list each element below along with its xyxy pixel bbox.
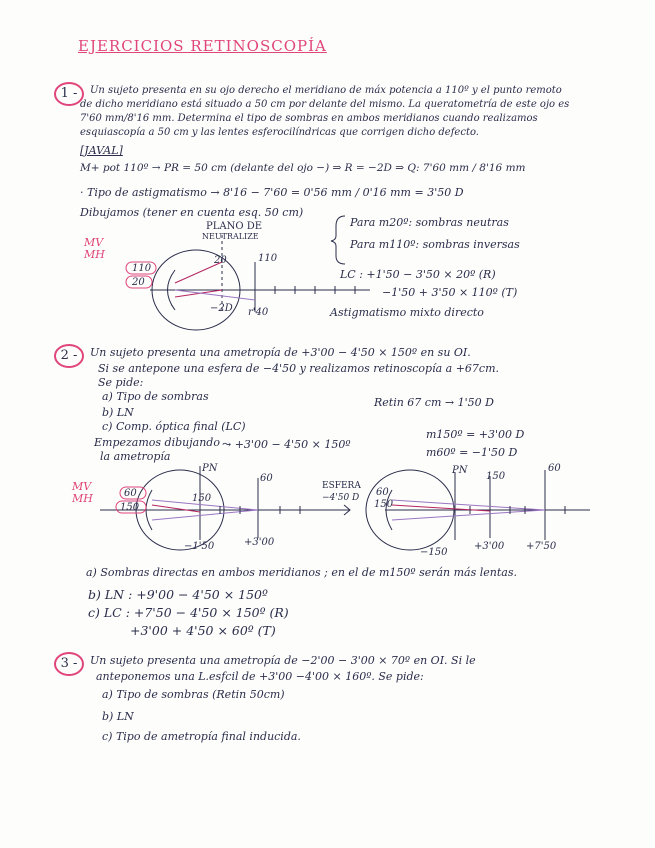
ex2-mh-label: MH xyxy=(72,492,93,505)
ex2-statement-line-1: Un sujeto presenta una ametropía de +3'00 − 4'50 × 150º en su OI. xyxy=(90,346,471,359)
ex3-statement-line-2: anteponemos una L.esfcil de +3'00 −4'00 × 160º. Se pide: xyxy=(96,670,424,683)
ex1-line-2: · Tipo de astigmatismo → 8'16 − 7'60 = 0'56 mm / 0'16 mm = 3'50 D xyxy=(80,186,464,199)
ex1-number: 1 - xyxy=(54,82,84,106)
ex2-number: 2 - xyxy=(54,344,84,368)
ex2-label-150: 150 xyxy=(120,502,140,513)
ex1-brace-line-2: Para m110º: sombras inversas xyxy=(350,238,520,251)
ex3-item-a: a) Tipo de sombras (Retin 50cm) xyxy=(102,688,285,701)
ex3-item-c: c) Tipo de ametropía final inducida. xyxy=(102,730,301,743)
ex2-right-label-60: 60 xyxy=(376,487,389,498)
ex2-formula: ⤳ +3'00 − 4'50 × 150º xyxy=(222,438,351,451)
ex1-lc-line-2: −1'50 + 3'50 × 110º (T) xyxy=(382,286,518,299)
ex1-bottom-right: r'40 xyxy=(248,307,269,318)
ex3-item-b: b) LN xyxy=(102,710,134,723)
ex1-label-110: 110 xyxy=(132,263,152,274)
ex2-retin: Retin 67 cm → 1'50 D xyxy=(374,396,494,409)
ex2-statement-line-2: Si se antepone una esfera de −4'50 y realizamos retinoscopía a +67cm. xyxy=(98,362,500,375)
ex2-m-60: m60º = −1'50 D xyxy=(426,446,518,459)
ex1-mv-label: MV xyxy=(84,236,104,249)
ex2-item-c: c) Comp. óptica final (LC) xyxy=(102,420,246,433)
ex2-answer-c1: c) LC : +7'50 − 4'50 × 150º (R) xyxy=(88,605,289,620)
ex2-answer-c2: +3'00 + 4'50 × 60º (T) xyxy=(130,623,276,638)
ex2-item-b: b) LN xyxy=(102,406,134,419)
ex1-plane-label-2: NEUTRALIZE xyxy=(202,232,259,241)
ex2-top-150: 150 xyxy=(192,493,212,504)
ex1-statement-line-3: 7'60 mm/8'16 mm. Determina el tipo de sombras en ambos meridianos cuando realizamos xyxy=(80,113,538,124)
ex1-mh-label: MH xyxy=(84,248,105,261)
ex2-bottom-300: +3'00 xyxy=(244,537,275,548)
ex2-mv-label: MV xyxy=(72,480,92,493)
ex2-label-60: 60 xyxy=(124,488,137,499)
ex2-right-label-150: 150 xyxy=(374,499,394,510)
ex1-tag: [JAVAL] xyxy=(80,144,123,157)
ex1-top-110: 110 xyxy=(258,253,278,264)
ex1-statement-line-1: Un sujeto presenta en su ojo derecho el meridiano de máx potencia a 110º y el punto remoto xyxy=(90,85,562,96)
ex1-bottom-left: −2D xyxy=(210,303,233,314)
ex3-number: 3 - xyxy=(54,652,84,676)
ex2-right-top-150: 150 xyxy=(486,471,506,482)
ex1-plane-label-1: PLANO DE xyxy=(206,221,263,232)
ex2-right-bottom-750: +7'50 xyxy=(526,541,557,552)
ex1-top-20: 20 xyxy=(214,255,227,266)
ex2-right-bottom-150: −150 xyxy=(420,547,448,558)
ex2-pn-right: PN xyxy=(452,465,468,476)
ex2-bottom-150: −1'50 xyxy=(184,541,215,552)
ex2-answer-a: a) Sombras directas en ambos meridianos ; en el de m150º serán más lentas. xyxy=(86,566,517,579)
ex2-right-top-60: 60 xyxy=(548,463,561,474)
ex2-right-bottom-300: +3'00 xyxy=(474,541,505,552)
ex2-top-60: 60 xyxy=(260,473,273,484)
ex3-statement-line-1: Un sujeto presenta una ametropía de −2'00 − 3'00 × 70º en OI. Si le xyxy=(90,654,476,667)
ex1-statement-line-4: esquiascopía a 50 cm y las lentes esferocilíndricas que corrigen dicho defecto. xyxy=(80,127,479,138)
ex2-pn-left: PN xyxy=(202,463,218,474)
ex1-brace-line-1: Para m20º: sombras neutras xyxy=(350,216,509,229)
ex1-label-20: 20 xyxy=(132,277,145,288)
ex1-conclusion: Astigmatismo mixto directo xyxy=(330,306,484,319)
ex2-arrow-label-2: −4'50 D xyxy=(322,493,360,503)
ex2-empezamos-2: la ametropía xyxy=(100,450,171,463)
ex2-empezamos-1: Empezamos dibujando xyxy=(94,436,220,449)
page-title: EJERCICIOS RETINOSCOPÍA xyxy=(78,37,327,55)
ex2-right-eye-diagram xyxy=(366,470,590,550)
ex1-statement-line-2: de dicho meridiano está situado a 50 cm por delante del mismo. La queratometría de este ojo es xyxy=(80,99,570,110)
ex2-arrow-label-1: ESFERA xyxy=(322,481,361,491)
ex1-lc-line-1: LC : +1'50 − 3'50 × 20º (R) xyxy=(340,268,496,281)
ex1-line-1: M+ pot 110º → PR = 50 cm (delante del ojo −) ⇒ R = −2D ⇒ Q: 7'60 mm / 8'16 mm xyxy=(80,162,526,174)
ex2-item-a: a) Tipo de sombras xyxy=(102,390,209,403)
ex2-statement-line-3: Se pide: xyxy=(98,376,144,389)
ex2-m-150: m150º = +3'00 D xyxy=(426,428,525,441)
ex2-answer-b: b) LN : +9'00 − 4'50 × 150º xyxy=(88,587,268,602)
ex1-line-3: Dibujamos (tener en cuenta esq. 50 cm) xyxy=(80,206,304,219)
